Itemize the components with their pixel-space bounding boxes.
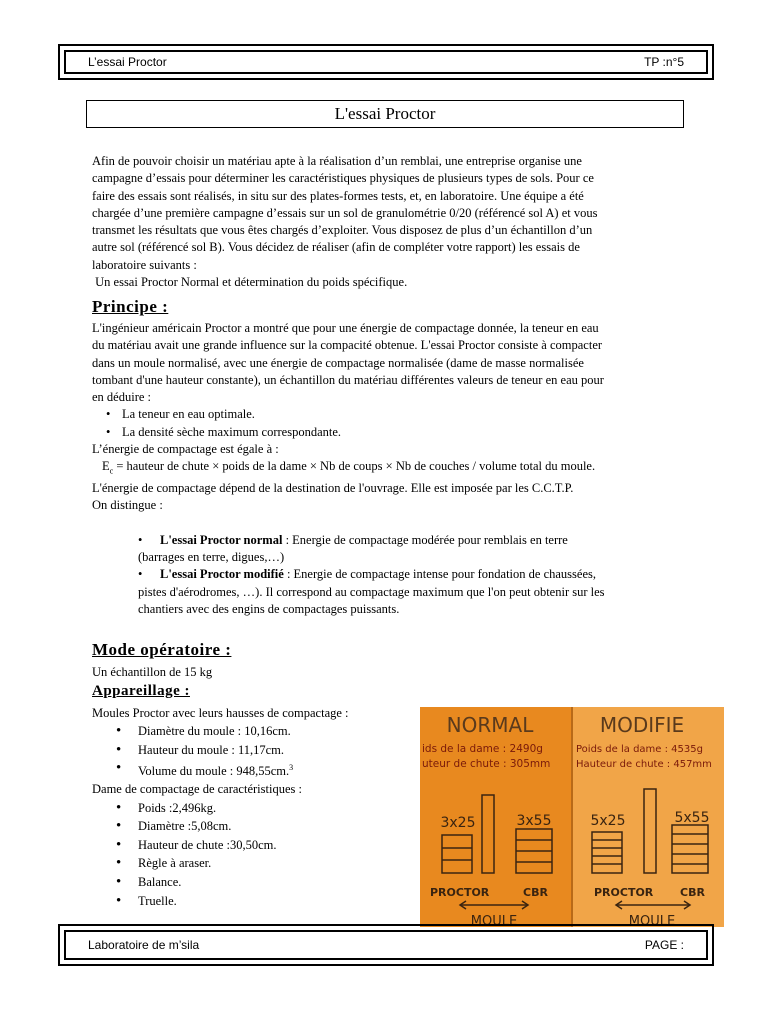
proctor-normal-text: : Energie de compactage modérée pour remblais en terre xyxy=(282,532,568,547)
mode-heading: Mode opératoire : xyxy=(92,640,232,659)
formula-rest: = hauteur de chute × poids de la dame × Nb de coups × Nb de couches / volume total du moule. xyxy=(113,459,596,474)
photo-left-cbr: CBR xyxy=(523,886,548,899)
proctor-modifie-text3: chantiers avec des engins de compactages puissants. xyxy=(138,601,400,616)
principe-line: en déduire : xyxy=(92,390,152,405)
dame-list xyxy=(92,799,412,911)
intro-line: chargée d’une première campagne d’essais sur un sol de granulométrie 0/20 (référencé sol A) et vous xyxy=(92,205,598,220)
list-item: • Diamètre du moule : 10,16cm. xyxy=(138,722,412,741)
formula-sub: c xyxy=(109,466,114,476)
photo-left-moule: MOULE xyxy=(470,914,518,927)
list-item: • La densité sèche maximum correspondante. xyxy=(122,424,682,441)
intro-line: campagne d’essais pour déterminer les caractéristiques physiques de plusieurs types de sols. Pour ce xyxy=(92,171,594,186)
photo-left-proctor: PROCTOR xyxy=(430,886,490,899)
energy-formula xyxy=(92,458,682,480)
intro-line: autre sol (référencé sol B). Vous décidez de réaliser (afin de compléter votre rapport) les essais de xyxy=(92,240,580,255)
list-item: • Hauteur du moule : 11,17cm. xyxy=(138,741,412,760)
principe-line: du matériau avait une grande influence sur la compacité obtenue. L'essai Proctor consiste à compacter xyxy=(92,338,603,353)
volume-text: Volume du moule : 948,55cm. xyxy=(138,764,290,779)
footer-page: PAGE : xyxy=(644,938,684,952)
appareillage-section xyxy=(92,705,412,910)
appareillage-heading: Appareillage : xyxy=(92,683,190,699)
photo-left-n1: 3x25 xyxy=(440,815,476,831)
destination-line: L'énergie de compactage dépend de la destination de l'ouvrage. Elle est imposée par les C.C.T.P. xyxy=(92,481,574,496)
principe-line: tombant d'une hauteur constante), un échantillon du matériau différentes valeurs de teneur en eau pour xyxy=(92,372,604,387)
dame-intro: Dame de compactage de caractéristiques : xyxy=(92,782,302,797)
photo-modifie-title: MODIFIE xyxy=(599,713,685,737)
photo-normal-title: NORMAL xyxy=(446,713,534,737)
principe-line: dans un moule normalisé, avec une énergie de compactage normalisée (dame de masse normalisée xyxy=(92,355,584,370)
photo-left-n2: 3x55 xyxy=(516,813,552,829)
proctor-normal-label: L'essai Proctor normal xyxy=(160,532,283,547)
footer-lab: Laboratoire de m’sila xyxy=(88,938,200,952)
bullet: • xyxy=(138,532,143,547)
proctor-modifie-label: L'essai Proctor modifié xyxy=(160,567,284,582)
photo-right-cbr: CBR xyxy=(680,886,705,899)
moules-list xyxy=(92,722,412,781)
proctor-normal-text2: (barrages en terre, digues,…) xyxy=(138,550,285,565)
photo-left-line2: uteur de chute : 305mm xyxy=(422,758,551,770)
photo-left-line1: ids de la dame : 2490g xyxy=(422,743,543,755)
intro-line: transmet les résultats que vous êtes chargés d’exploiter. Vous disposez de plus d’un échantillon d’un xyxy=(92,223,593,238)
energy-intro: L’énergie de compactage est égale à : xyxy=(92,442,279,457)
formula-e: E xyxy=(102,459,110,474)
list-item: • Truelle. xyxy=(138,892,412,911)
proctor-normal-item xyxy=(92,532,682,549)
list-item: • La teneur en eau optimale. xyxy=(122,406,682,423)
intro-line: Un essai Proctor Normal et détermination du poids spécifique. xyxy=(92,275,408,290)
intro-line: faire des essais sont réalisés, in situ sur des plates-formes tests, et, en laboratoire. Une équipe a été xyxy=(92,188,584,203)
intro-paragraph xyxy=(92,153,682,291)
principe-bullets xyxy=(92,406,682,441)
photo-right-line1: Poids de la dame : 4535g xyxy=(576,744,703,755)
header-title: L’essai Proctor xyxy=(88,55,167,69)
footer-frame xyxy=(58,924,714,966)
proctor-modifie-item xyxy=(92,566,682,583)
principe-section xyxy=(92,320,682,618)
list-item: • Règle à araser. xyxy=(138,854,412,873)
principe-line: L'ingénieur américain Proctor a montré que pour une énergie de compactage donnée, la teneur en eau xyxy=(92,321,599,335)
page-title: L'essai Proctor xyxy=(86,100,684,128)
proctor-comparison-photo xyxy=(420,707,724,927)
proctor-modifie-text2: pistes d'aérodromes, …). Il correspond au compactage maximum que l'on peut obtenir sur les xyxy=(138,584,605,599)
bullet: • xyxy=(138,567,143,582)
list-item: • Balance. xyxy=(138,873,412,892)
header-tp-number: TP :n°5 xyxy=(644,55,684,69)
intro-line: laboratoire suivants : xyxy=(92,257,197,272)
mode-sample: Un échantillon de 15 kg xyxy=(92,665,213,679)
moules-intro: Moules Proctor avec leurs hausses de compactage : xyxy=(92,706,349,720)
principe-heading: Principe : xyxy=(92,297,169,316)
proctor-modifie-text: : Energie de compactage intense pour fondation de chaussées, xyxy=(283,567,596,582)
distingue-line: On distingue : xyxy=(92,498,163,513)
volume-sup: 3 xyxy=(289,763,294,773)
list-item: • Poids :2,496kg. xyxy=(138,799,412,818)
photo-right-n1: 5x25 xyxy=(590,813,626,829)
photo-right-line2: Hauteur de chute : 457mm xyxy=(576,759,712,770)
list-item xyxy=(138,759,412,781)
intro-line: Afin de pouvoir choisir un matériau apte à la réalisation d’un remblai, une entreprise organise une xyxy=(92,154,582,168)
list-item: • Hauteur de chute :30,50cm. xyxy=(138,836,412,855)
photo-right-n2: 5x55 xyxy=(674,810,710,826)
photo-right-proctor: PROCTOR xyxy=(594,886,654,899)
header-frame xyxy=(58,44,714,80)
photo-right-moule: MOULE xyxy=(628,914,676,927)
list-item: • Diamètre :5,08cm. xyxy=(138,817,412,836)
